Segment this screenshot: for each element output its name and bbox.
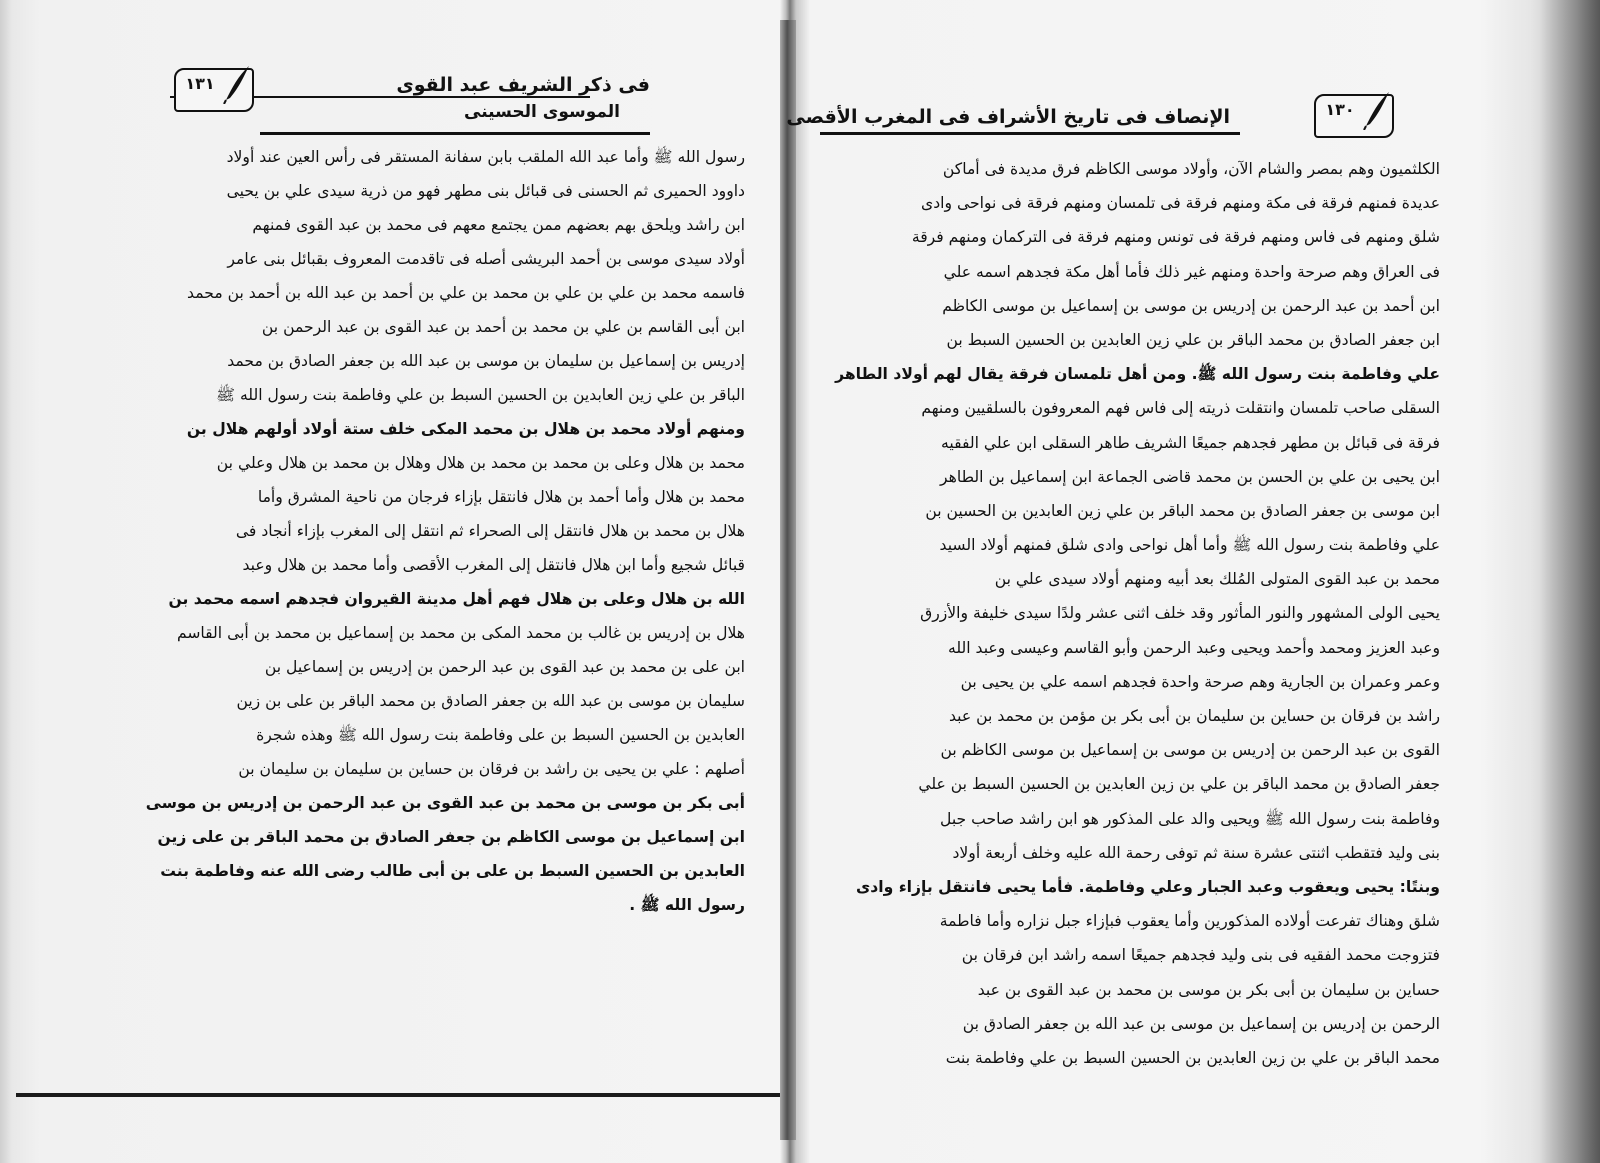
left-page [30,0,780,1163]
right-page-number-scroll [1310,88,1398,146]
text-line: ابن موسى بن جعفر الصادق بن محمد الباقر بن علي زين العابدين بن الحسين بن [925,501,1440,520]
text-line: محمد بن هلال وأما أحمد بن هلال فانتقل بإزاء فرجان من ناحية المشرق وأما [257,488,745,506]
text-line: وبنتًا: يحيى ويعقوب وعبد الجبار وعلي وفاطمة. فأما يحيى فانتقل بإزاء وادى [855,877,1440,896]
left-header-subtitle: الموسوى الحسينى [464,102,620,122]
text-line: ابن أحمد بن عبد الرحمن بن إدريس بن موسى بن إسماعيل بن موسى الكاظم [942,296,1440,315]
text-line: شلق وهناك تفرعت أولاده المذكورين وأما يعقوب فبإزاء جبل نزاره وأما فاطمة [939,912,1440,931]
text-line: الرحمن بن إدريس بن إسماعيل بن موسى بن عبد الله بن جعفر الصادق بن [962,1014,1440,1033]
text-line: حساين بن سليمان بن أبى بكر بن موسى بن محمد بن عبد القوى بن عبد [977,980,1440,999]
right-header-rule [820,132,1240,135]
text-line: ابن إسماعيل بن موسى الكاظم بن جعفر الصادق بن محمد الباقر بن على زين [157,828,745,846]
left-page-number: ١٣١ [185,74,215,93]
left-page-number-scroll [170,62,258,120]
quill-icon [222,64,252,104]
text-line: فرقة فى قبائل بن مطهر فجدهم جميعًا الشريف طاهر السقلى ابن علي الفقيه [941,433,1440,452]
text-line: أصلهم : علي بن يحيى بن راشد بن فرقان بن حساين بن سليمان بن سليمان بن [238,760,745,778]
text-line: رسول الله ﷺ . [629,896,745,914]
text-line: يحيى الولى المشهور والنور المأثور وقد خلف اثنى عشر ولدًا سيدى خليفة والأزرق [920,604,1440,623]
right-page [786,0,1480,1163]
book-gutter [780,20,796,1140]
text-line: محمد الباقر بن علي بن زين العابدين بن الحسين السبط بن علي وفاطمة بنت [945,1048,1440,1067]
text-line: علي وفاطمة بنت رسول الله ﷺ. ومن أهل تلمسان فرقة يقال لهم أولاد الطاهر [835,365,1440,384]
text-line: ابن جعفر الصادق بن محمد الباقر بن علي زين العابدين بن الحسين السبط بن [946,330,1440,349]
text-line: الله بن هلال وعلى بن هلال فهم أهل مدينة القيروان فجدهم اسمه محمد بن [168,590,745,608]
text-line: فاسمه محمد بن علي بن علي بن محمد بن علي بن أحمد بن عبد الله بن أحمد بن محمد [187,284,745,302]
text-line: القوى بن عبد الرحمن بن إدريس بن موسى بن إسماعيل بن موسى الكاظم بن [940,741,1440,760]
text-line: وفاطمة بنت رسول الله ﷺ ويحيى والد على المذكور هو ابن راشد صاحب جبل [940,809,1440,828]
page-edge-shadow [1540,0,1600,1163]
text-line: أبى بكر بن موسى بن محمد بن عبد القوى بن عبد الرحمن بن إدريس بن موسى [145,794,745,812]
text-line: وعمر وعمران بن الجارية وهم صرحة واحدة فجدهم اسمه علي بن يحيى بن [960,672,1440,691]
text-line: العابدين بن الحسين السبط بن على بن أبى طالب رضى الله عنه وفاطمة بنت [160,862,745,880]
text-line: ابن على بن محمد بن عبد القوى بن عبد الرحمن بن إدريس بن إسماعيل بن [264,658,745,676]
text-line: هلال بن محمد بن هلال فانتقل إلى الصحراء ثم انتقل إلى المغرب بإزاء أنجاد فى [235,522,745,540]
text-line: هلال بن إدريس بن غالب بن محمد المكى بن محمد بن إسماعيل بن محمد بن أبى القاسم [176,624,745,642]
text-line: العابدين بن الحسين السبط بن على وفاطمة بنت رسول الله ﷺ وهذه شجرة [256,726,745,744]
text-line: علي وفاطمة بنت رسول الله ﷺ وأما أهل نواحى وادى شلق فمنهم أولاد السيد [939,536,1440,555]
right-page-number: ١٣٠ [1325,100,1355,119]
text-line: وعبد العزيز ومحمد وأحمد ويحيى وعبد الرحمن وأبو القاسم وعيسى وعبد الله [947,638,1440,657]
text-line: سليمان بن موسى بن عبد الله بن جعفر الصادق بن محمد الباقر بن على بن زين [236,692,745,710]
text-line: جعفر الصادق بن محمد الباقر بن علي بن زين العابدين بن الحسين السبط بن علي [918,775,1440,794]
text-line: إدريس بن إسماعيل بن سليمان بن موسى بن عبد الله بن جعفر الصادق بن محمد [227,352,745,370]
text-line: السقلى صاحب تلمسان وانتقلت ذريته إلى فاس فهم المعروفون بالسلقيين ومنهم [921,399,1440,418]
text-line: فتزوجت محمد الفقيه فى بنى وليد فجدهم جميعًا اسمه راشد ابن فرقان بن [961,946,1440,965]
quill-icon [1362,90,1392,130]
text-line: داوود الحميرى ثم الحسنى فى قبائل بنى مطهر فهو من ذرية سيدى علي بن يحيى [226,182,745,200]
left-header-rule [260,132,650,135]
text-line: محمد بن عبد القوى المتولى المُلك بعد أبيه ومنهم أولاد سيدى علي بن [994,570,1440,589]
text-line: الباقر بن علي زين العابدين بن الحسين السبط بن علي وفاطمة بنت رسول الله ﷺ [216,386,745,404]
text-line: ابن أبى القاسم بن علي بن محمد بن أحمد بن عبد القوى بن عبد الرحمن بن [261,318,745,336]
text-line: عديدة فمنهم فرقة فى مكة ومنهم فرقة فى تلمسان ومنهم فرقة فى نواحى وادى [921,194,1440,213]
left-page-bottom-rule [16,1093,780,1097]
text-line: رسول الله ﷺ وأما عبد الله الملقب بابن سفانة المستقر فى رأس العين عند أولاد [226,148,745,166]
right-header-title: الإنصاف فى تاريخ الأشراف فى المغرب الأقصى [786,106,1230,128]
text-line: ومنهم أولاد محمد بن هلال بن محمد المكى خلف ستة أولاد أولهم هلال بن [186,420,745,438]
text-line: ابن راشد ويلحق بهم بعضهم ممن يجتمع معهم فى محمد بن عبد القوى فمنهم [252,216,745,234]
text-line: فى العراق وهم صرحة واحدة ومنهم غير ذلك فأما أهل مكة فجدهم اسمه علي [943,262,1440,281]
text-line: ابن يحيى بن علي بن الحسن بن محمد قاضى الجماعة ابن إسماعيل بن الطاهر [940,467,1440,486]
text-line: الكلثميون وهم بمصر والشام الآن، وأولاد موسى الكاظم فرق مديدة فى أماكن [942,160,1440,178]
text-line: قبائل شجيع وأما ابن هلال فانتقل إلى المغرب الأقصى وأما محمد بن هلال وعبد [242,556,745,574]
text-line: شلق ومنهم فى فاس ومنهم فرقة فى تونس ومنهم فرقة فى التركمان ومنهم فرقة [911,228,1440,247]
text-line: أولاد سيدى موسى بن أحمد البريشى أصله فى تاقدمت المعروف بقبائل بنى عامر [227,250,745,268]
right-page-body [830,152,1440,1075]
left-header-title: فى ذكر الشريف عبد القوى [396,74,650,96]
text-line: راشد بن فرقان بن حساين بن سليمان بن أبى بكر بن مؤمن بن محمد بن عبد [949,707,1440,725]
text-line: بنى وليد فتقطب اثنتى عشرة سنة ثم توفى رحمة الله عليه وخلف أربعة أولاد [952,843,1440,862]
text-line: محمد بن هلال وعلى بن محمد بن محمد بن هلال وهلال بن محمد بن هلال وعلي بن [216,454,745,472]
left-page-body [120,140,745,922]
